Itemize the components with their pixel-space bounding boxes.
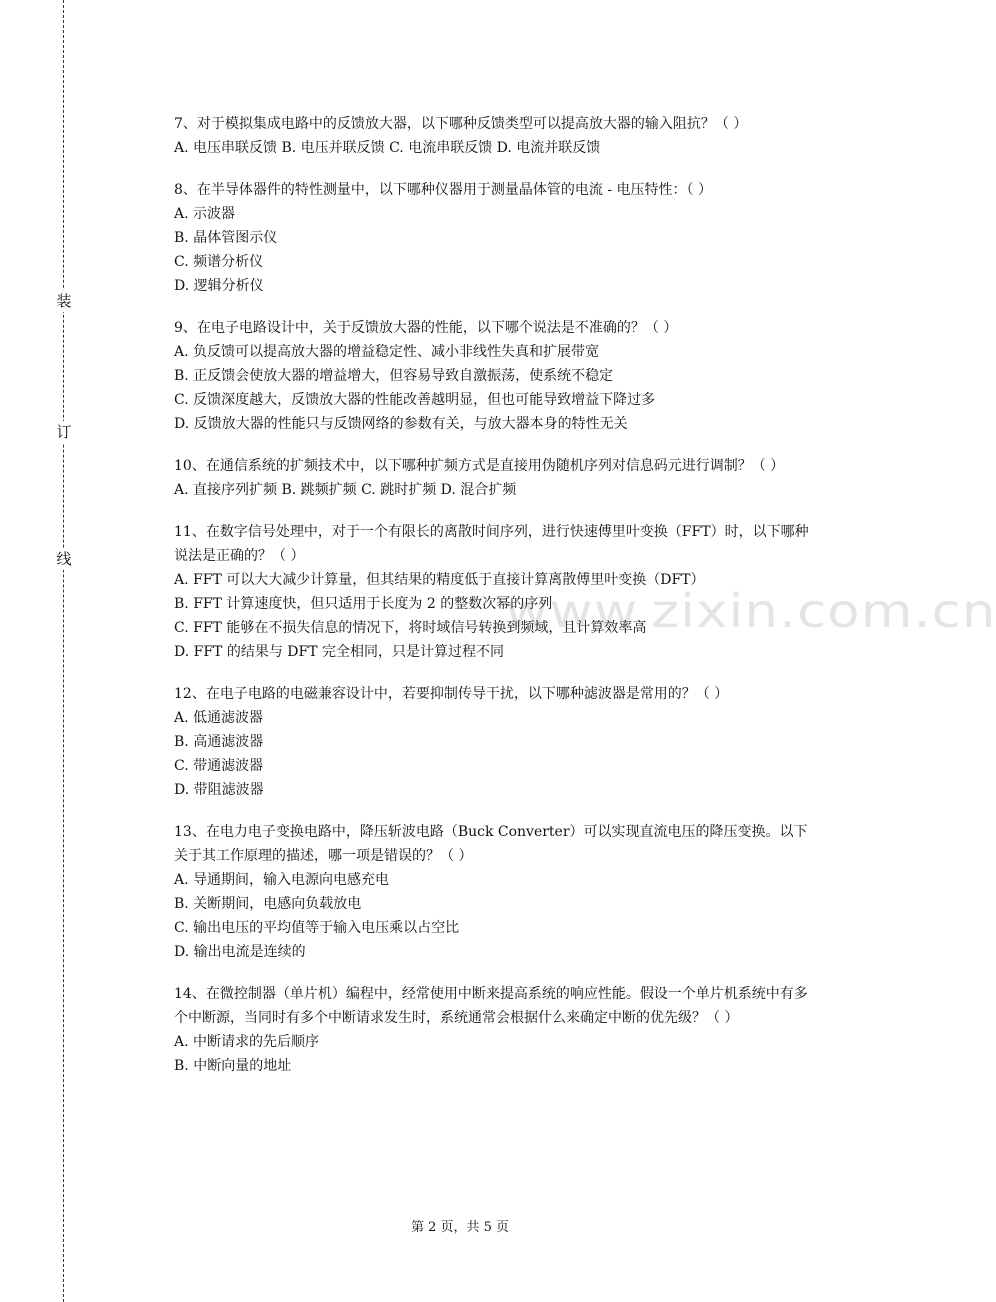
option-b: B. 晶体管图示仪 <box>174 230 278 246</box>
question-11 <box>174 520 814 664</box>
question-12 <box>174 682 814 802</box>
option-b: B. FFT 计算速度快，但只适用于长度为 2 的整数次幂的序列 <box>174 596 553 612</box>
option-a: A. FFT 可以大大减少计算量，但其结果的精度低于直接计算离散傅里叶变换（DFT） <box>174 572 705 588</box>
option-b: B. 关断期间，电感向负载放电 <box>174 896 362 912</box>
question-9 <box>174 316 814 436</box>
question-14 <box>174 982 814 1078</box>
option-d: D. 带阻滤波器 <box>174 782 264 798</box>
option-b: B. 高通滤波器 <box>174 734 264 750</box>
option-d: D. 输出电流是连续的 <box>174 944 306 960</box>
option-c: C. 输出电压的平均值等于输入电压乘以占空比 <box>174 920 460 936</box>
question-text: 12、在电子电路的电磁兼容设计中，若要抑制传导干扰，以下哪种滤波器是常用的？（ ） <box>174 686 729 702</box>
binding-char-zhuang: 装 <box>52 290 76 312</box>
option-a: A. 低通滤波器 <box>174 710 264 726</box>
question-text: 7、对于模拟集成电路中的反馈放大器，以下哪种反馈类型可以提高放大器的输入阻抗？（ ） <box>174 116 748 132</box>
option-c: C. FFT 能够在不损失信息的情况下，将时域信号转换到频域，且计算效率高 <box>174 620 647 636</box>
question-text: 10、在通信系统的扩频技术中，以下哪种扩频方式是直接用伪随机序列对信息码元进行调制？（ ） <box>174 458 785 474</box>
option-b: B. 中断向量的地址 <box>174 1058 292 1074</box>
binding-char-ding: 订 <box>52 421 76 443</box>
option-c: C. 频谱分析仪 <box>174 254 264 270</box>
question-text: 8、在半导体器件的特性测量中，以下哪种仪器用于测量晶体管的电流 - 电压特性：（ ） <box>174 182 712 198</box>
option-d: D. 反馈放大器的性能只与反馈网络的参数有关，与放大器本身的特性无关 <box>174 416 628 432</box>
option-d: D. 逻辑分析仪 <box>174 278 264 294</box>
question-10 <box>174 454 814 502</box>
option-a: A. 负反馈可以提高放大器的增益稳定性、减小非线性失真和扩展带宽 <box>174 344 600 360</box>
option-a: A. 中断请求的先后顺序 <box>174 1034 320 1050</box>
question-list <box>174 112 814 1096</box>
question-text: 14、在微控制器（单片机）编程中，经常使用中断来提高系统的响应性能。假设一个单片机系统中有多个中断源，当同时有多个中断请求发生时，系统通常会根据什么来确定中断的优先级？（ ） <box>174 986 808 1026</box>
question-text: 11、在数字信号处理中，对于一个有限长的离散时间序列，进行快速傅里叶变换（FFT）时，以下哪种说法是正确的？（ ） <box>174 524 809 564</box>
question-text: 9、在电子电路设计中，关于反馈放大器的性能，以下哪个说法是不准确的？（ ） <box>174 320 678 336</box>
option-b: B. 正反馈会使放大器的增益增大，但容易导致自激振荡，使系统不稳定 <box>174 368 614 384</box>
question-13 <box>174 820 814 964</box>
watermark: www.zixin.com.cn <box>505 584 996 638</box>
options-inline: A. 电压串联反馈 B. 电压并联反馈 C. 电流串联反馈 D. 电流并联反馈 <box>174 140 601 156</box>
question-text: 13、在电力电子变换电路中，降压斩波电路（Buck Converter）可以实现直流电压的降压变换。以下关于其工作原理的描述，哪一项是错误的？（ ） <box>174 824 808 864</box>
question-7 <box>174 112 814 160</box>
question-8 <box>174 178 814 298</box>
binding-char-xian: 线 <box>52 548 76 570</box>
option-c: C. 反馈深度越大，反馈放大器的性能改善越明显，但也可能导致增益下降过多 <box>174 392 656 408</box>
option-a: A. 示波器 <box>174 206 236 222</box>
option-a: A. 导通期间，输入电源向电感充电 <box>174 872 390 888</box>
option-d: D. FFT 的结果与 DFT 完全相同，只是计算过程不同 <box>174 644 505 660</box>
options-inline: A. 直接序列扩频 B. 跳频扩频 C. 跳时扩频 D. 混合扩频 <box>174 482 517 498</box>
option-c: C. 带通滤波器 <box>174 758 264 774</box>
binding-dashed-line <box>63 0 64 1302</box>
page-footer: 第 2 页，共 5 页 <box>410 1220 510 1235</box>
